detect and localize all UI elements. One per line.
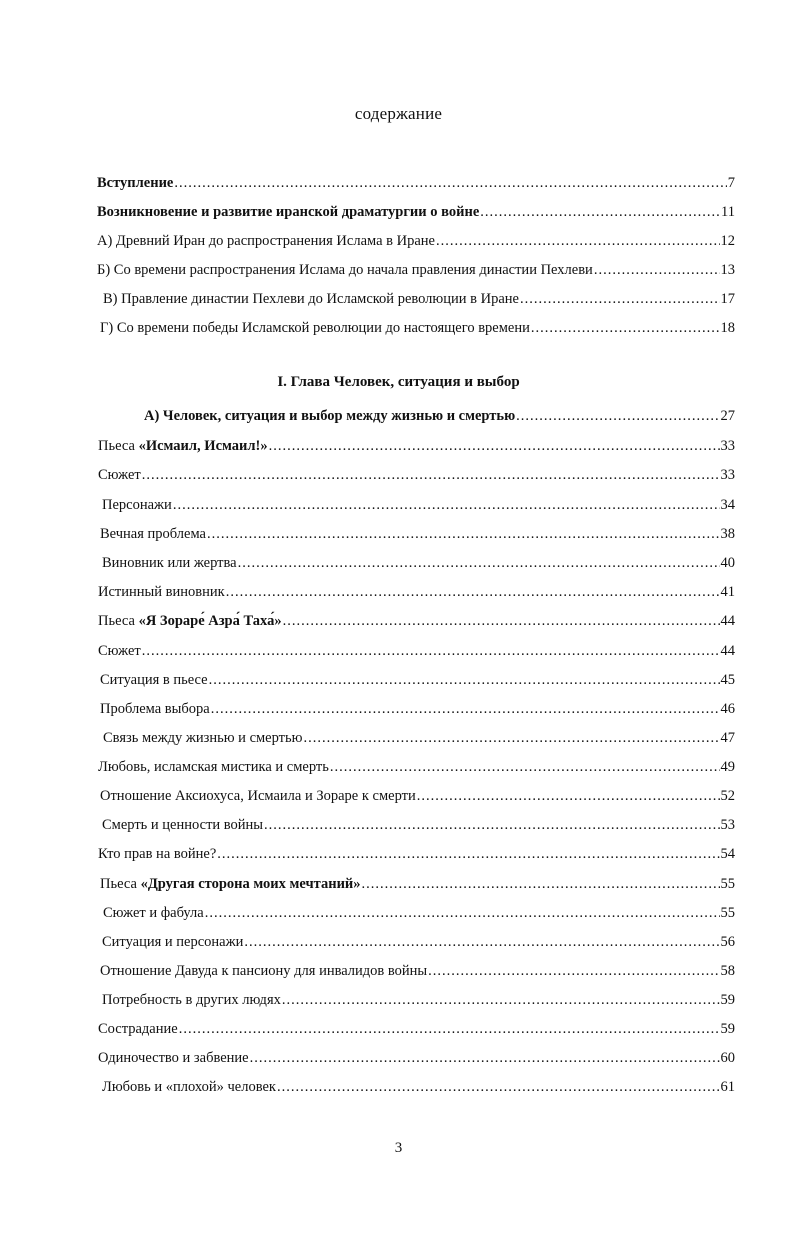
- toc-entry-page-number: 47: [720, 730, 735, 746]
- toc-entry-leader-dots: [211, 700, 720, 718]
- toc-entry-title: [102, 991, 281, 1009]
- toc-entry: [100, 671, 735, 689]
- toc-entry-page-number: 53: [720, 817, 735, 833]
- toc-entry-play-title: «Исмаил, Исмаил!»: [138, 438, 268, 454]
- toc-entry-title-text: Ситуация в пьесе: [100, 672, 208, 688]
- toc-entry-page-number: 61: [720, 1079, 735, 1095]
- toc-entry-title: [102, 496, 172, 514]
- toc-entry-leader-dots: [142, 466, 720, 484]
- toc-entry-title-text: Любовь и «плохой» человек: [102, 1079, 276, 1095]
- toc-entry: [98, 758, 735, 776]
- toc-entry-title-text: Вступление: [97, 175, 174, 191]
- toc-entry-title: [98, 642, 141, 660]
- toc-entry-leader-dots: [174, 174, 726, 192]
- toc-entry-leader-dots: [594, 261, 720, 279]
- toc-entry-title: [102, 1078, 276, 1096]
- toc-entry-title: [100, 962, 427, 980]
- toc-entry-title: [103, 290, 519, 308]
- toc-entry: [102, 1078, 735, 1096]
- toc-entry-leader-dots: [436, 232, 720, 250]
- toc-entry: [98, 1049, 735, 1067]
- toc-entry: [103, 729, 735, 747]
- toc-entry-page-number: 56: [720, 934, 735, 950]
- toc-entry-leader-dots: [417, 787, 720, 805]
- toc-entry-page-number: 52: [720, 788, 735, 804]
- toc-entry-leader-dots: [303, 729, 719, 747]
- toc-entry-title: [100, 875, 361, 893]
- toc-entry-page-number: 18: [720, 320, 735, 336]
- toc-entry-leader-dots: [179, 1020, 720, 1038]
- toc-entry-title: [98, 1049, 249, 1067]
- toc-entry-title: [98, 758, 329, 776]
- toc-entry-title-text: Пьеса: [98, 438, 139, 454]
- toc-entry-title-text: В) Правление династии Пехлеви до Исламской революции в Иране: [103, 291, 519, 307]
- toc-entry-title-text: Любовь, исламская мистика и смерть: [98, 759, 329, 775]
- toc-entry-page-number: 49: [720, 759, 735, 775]
- toc-entry-title: [100, 319, 530, 337]
- toc-entry: [98, 583, 735, 601]
- toc-entry-page-number: 7: [727, 175, 735, 191]
- toc-entry-title-text: Отношение Давуда к пансиону для инвалидов войны: [100, 963, 428, 979]
- toc-entry-leader-dots: [217, 845, 719, 863]
- toc-entry-title-text: Сострадание: [98, 1021, 178, 1037]
- toc-entry: [100, 962, 735, 980]
- page-title: содержание: [354, 104, 443, 123]
- toc-entry: [100, 787, 735, 805]
- toc-entry-title: [98, 466, 141, 484]
- toc-entry-title: [100, 671, 208, 689]
- toc-entry-title: [102, 933, 243, 951]
- toc-entry-leader-dots: [205, 904, 720, 922]
- toc-entry-title: [97, 232, 435, 250]
- toc-entry: [100, 525, 735, 543]
- toc-entry-page-number: 55: [720, 905, 735, 921]
- toc-entry: [102, 991, 735, 1009]
- toc-entry-title: [102, 816, 263, 834]
- toc-entry-title-text: Связь между жизнью и смертью: [103, 730, 303, 746]
- toc-entry: [102, 933, 735, 951]
- toc-entry: [98, 1020, 735, 1038]
- toc-entry-title: [100, 700, 210, 718]
- toc-entry-title: [98, 437, 268, 455]
- toc-entry: [97, 203, 735, 221]
- toc-entry-page-number: 40: [720, 555, 735, 571]
- toc-entry-title-text: Вечная проблема: [100, 526, 206, 542]
- toc-entry-title: [97, 203, 479, 221]
- toc-entry: [98, 466, 735, 484]
- toc-entry-title-text: Отношение Аксиохуса, Исмаила и Зораре к смерти: [100, 788, 416, 804]
- toc-entry-title-text: Г) Со времени победы Исламской революции до настоящего времени: [100, 320, 530, 336]
- toc-entry-page-number: 41: [720, 584, 735, 600]
- toc-entry-title-text: Сюжет: [98, 467, 141, 483]
- toc-entry-leader-dots: [269, 437, 720, 455]
- toc-entry: [98, 612, 735, 630]
- toc-entry-title: [102, 554, 237, 572]
- toc-entry-title-text: Б) Со времени распространения Ислама до начала правления династии Пехлеви: [97, 262, 593, 278]
- toc-entry-leader-dots: [516, 407, 719, 425]
- toc-entry-title-text: Смерть и ценности войны: [102, 817, 264, 833]
- toc-entry-page-number: 27: [720, 408, 735, 424]
- toc-entry-leader-dots: [207, 525, 720, 543]
- toc-entry: [98, 437, 735, 455]
- toc-entry-title-text: Возникновение и развитие иранской драматургии о войне: [97, 204, 480, 220]
- toc-entry-page-number: 17: [720, 291, 735, 307]
- toc-entry-leader-dots: [428, 962, 719, 980]
- toc-entry-page-number: 12: [720, 233, 735, 249]
- toc-entry-page-number: 33: [720, 467, 735, 483]
- toc-entry-page-number: 38: [720, 526, 735, 542]
- toc-entry-play-title: «Другая сторона моих мечтаний»: [140, 876, 361, 892]
- toc-entry-leader-dots: [277, 1078, 720, 1096]
- toc-entry-page-number: 55: [720, 876, 735, 892]
- toc-entry-title: [98, 612, 282, 630]
- toc-entry-page-number: 45: [720, 672, 735, 688]
- toc-entry-title-text: Потребность в других людях: [102, 992, 281, 1008]
- toc-entry-page-number: 13: [720, 262, 735, 278]
- toc-entry-leader-dots: [531, 319, 720, 337]
- toc-entry-leader-dots: [283, 612, 720, 630]
- toc-entry-page-number: 54: [720, 846, 735, 862]
- toc-entry: [97, 232, 735, 250]
- toc-entry-page-number: 59: [720, 1021, 735, 1037]
- toc-entry-leader-dots: [142, 642, 720, 660]
- toc-entry-title-text: Пьеса: [98, 613, 139, 629]
- toc-entry: [103, 904, 735, 922]
- toc-entry-page-number: 44: [720, 613, 735, 629]
- toc-entry-page-number: 58: [720, 963, 735, 979]
- toc-entry: [102, 496, 735, 514]
- toc-entry: [97, 174, 735, 192]
- toc-entry-title-text: А) Древний Иран до распространения Ислама в Иране: [97, 233, 435, 249]
- toc-entry-leader-dots: [480, 203, 720, 221]
- toc-entry-title-text: Истинный виновник: [98, 584, 225, 600]
- toc-entry-title: [100, 787, 416, 805]
- toc-entry: [98, 845, 735, 863]
- toc-entry-leader-dots: [244, 933, 719, 951]
- toc-entry-page-number: 60: [720, 1050, 735, 1066]
- toc-entry-play-title: «Я Зораре́ Азра́ Таха́»: [138, 613, 282, 629]
- toc-entry-page-number: 44: [720, 643, 735, 659]
- toc-entry-leader-dots: [209, 671, 720, 689]
- toc-entry: [103, 290, 735, 308]
- toc-entry-leader-dots: [250, 1049, 720, 1067]
- toc-entry: [102, 816, 735, 834]
- toc-entry-page-number: 59: [720, 992, 735, 1008]
- toc-entry: [100, 875, 735, 893]
- toc-entry: [100, 319, 735, 337]
- toc-entry: [100, 700, 735, 718]
- toc-entry-title: [100, 525, 206, 543]
- toc-entry-page-number: 34: [720, 497, 735, 513]
- toc-entry: [98, 642, 735, 660]
- toc-entry: [144, 407, 735, 425]
- toc-entry-leader-dots: [238, 554, 720, 572]
- toc-entry-page-number: 46: [720, 701, 735, 717]
- toc-entry-leader-dots: [226, 583, 720, 601]
- toc-entry-title-text: Пьеса: [100, 876, 141, 892]
- toc-entry-title: [98, 845, 216, 863]
- toc-entry-leader-dots: [282, 991, 720, 1009]
- toc-entry-page-number: 33: [720, 438, 735, 454]
- toc-entry-title-text: Проблема выбора: [100, 701, 210, 717]
- toc-entry-title-text: Одиночество и забвение: [98, 1050, 249, 1066]
- toc-entry-title: [103, 904, 204, 922]
- toc-entry-leader-dots: [362, 875, 720, 893]
- toc-entry-title: [103, 729, 302, 747]
- toc-entry-title: [97, 261, 593, 279]
- toc-entry: [102, 554, 735, 572]
- toc-entry-title: [97, 174, 173, 192]
- toc-entry-title-text: Сюжет и фабула: [103, 905, 204, 921]
- toc-entry-title-text: Виновник или жертва: [102, 555, 237, 571]
- toc-entry-title-text: Персонажи: [102, 497, 172, 513]
- chapter-heading: I. Глава Человек, ситуация и выбор: [277, 374, 520, 390]
- toc-entry: [97, 261, 735, 279]
- toc-entry-title-text: Кто прав на войне?: [98, 846, 217, 862]
- toc-entry-title-text: Ситуация и персонажи: [102, 934, 244, 950]
- toc-entry-title: [98, 583, 225, 601]
- toc-entry-title: [144, 407, 515, 425]
- toc-entry-leader-dots: [173, 496, 720, 514]
- toc-entry-leader-dots: [520, 290, 720, 308]
- toc-entry-leader-dots: [330, 758, 720, 776]
- toc-entry-leader-dots: [264, 816, 719, 834]
- page-number: 3: [394, 1140, 403, 1156]
- toc-entry-title: [98, 1020, 178, 1038]
- toc-entry-page-number: 11: [721, 204, 735, 220]
- toc-entry-title-text: А) Человек, ситуация и выбор между жизнью и смертью: [144, 408, 516, 424]
- toc-entry-title-text: Сюжет: [98, 643, 141, 659]
